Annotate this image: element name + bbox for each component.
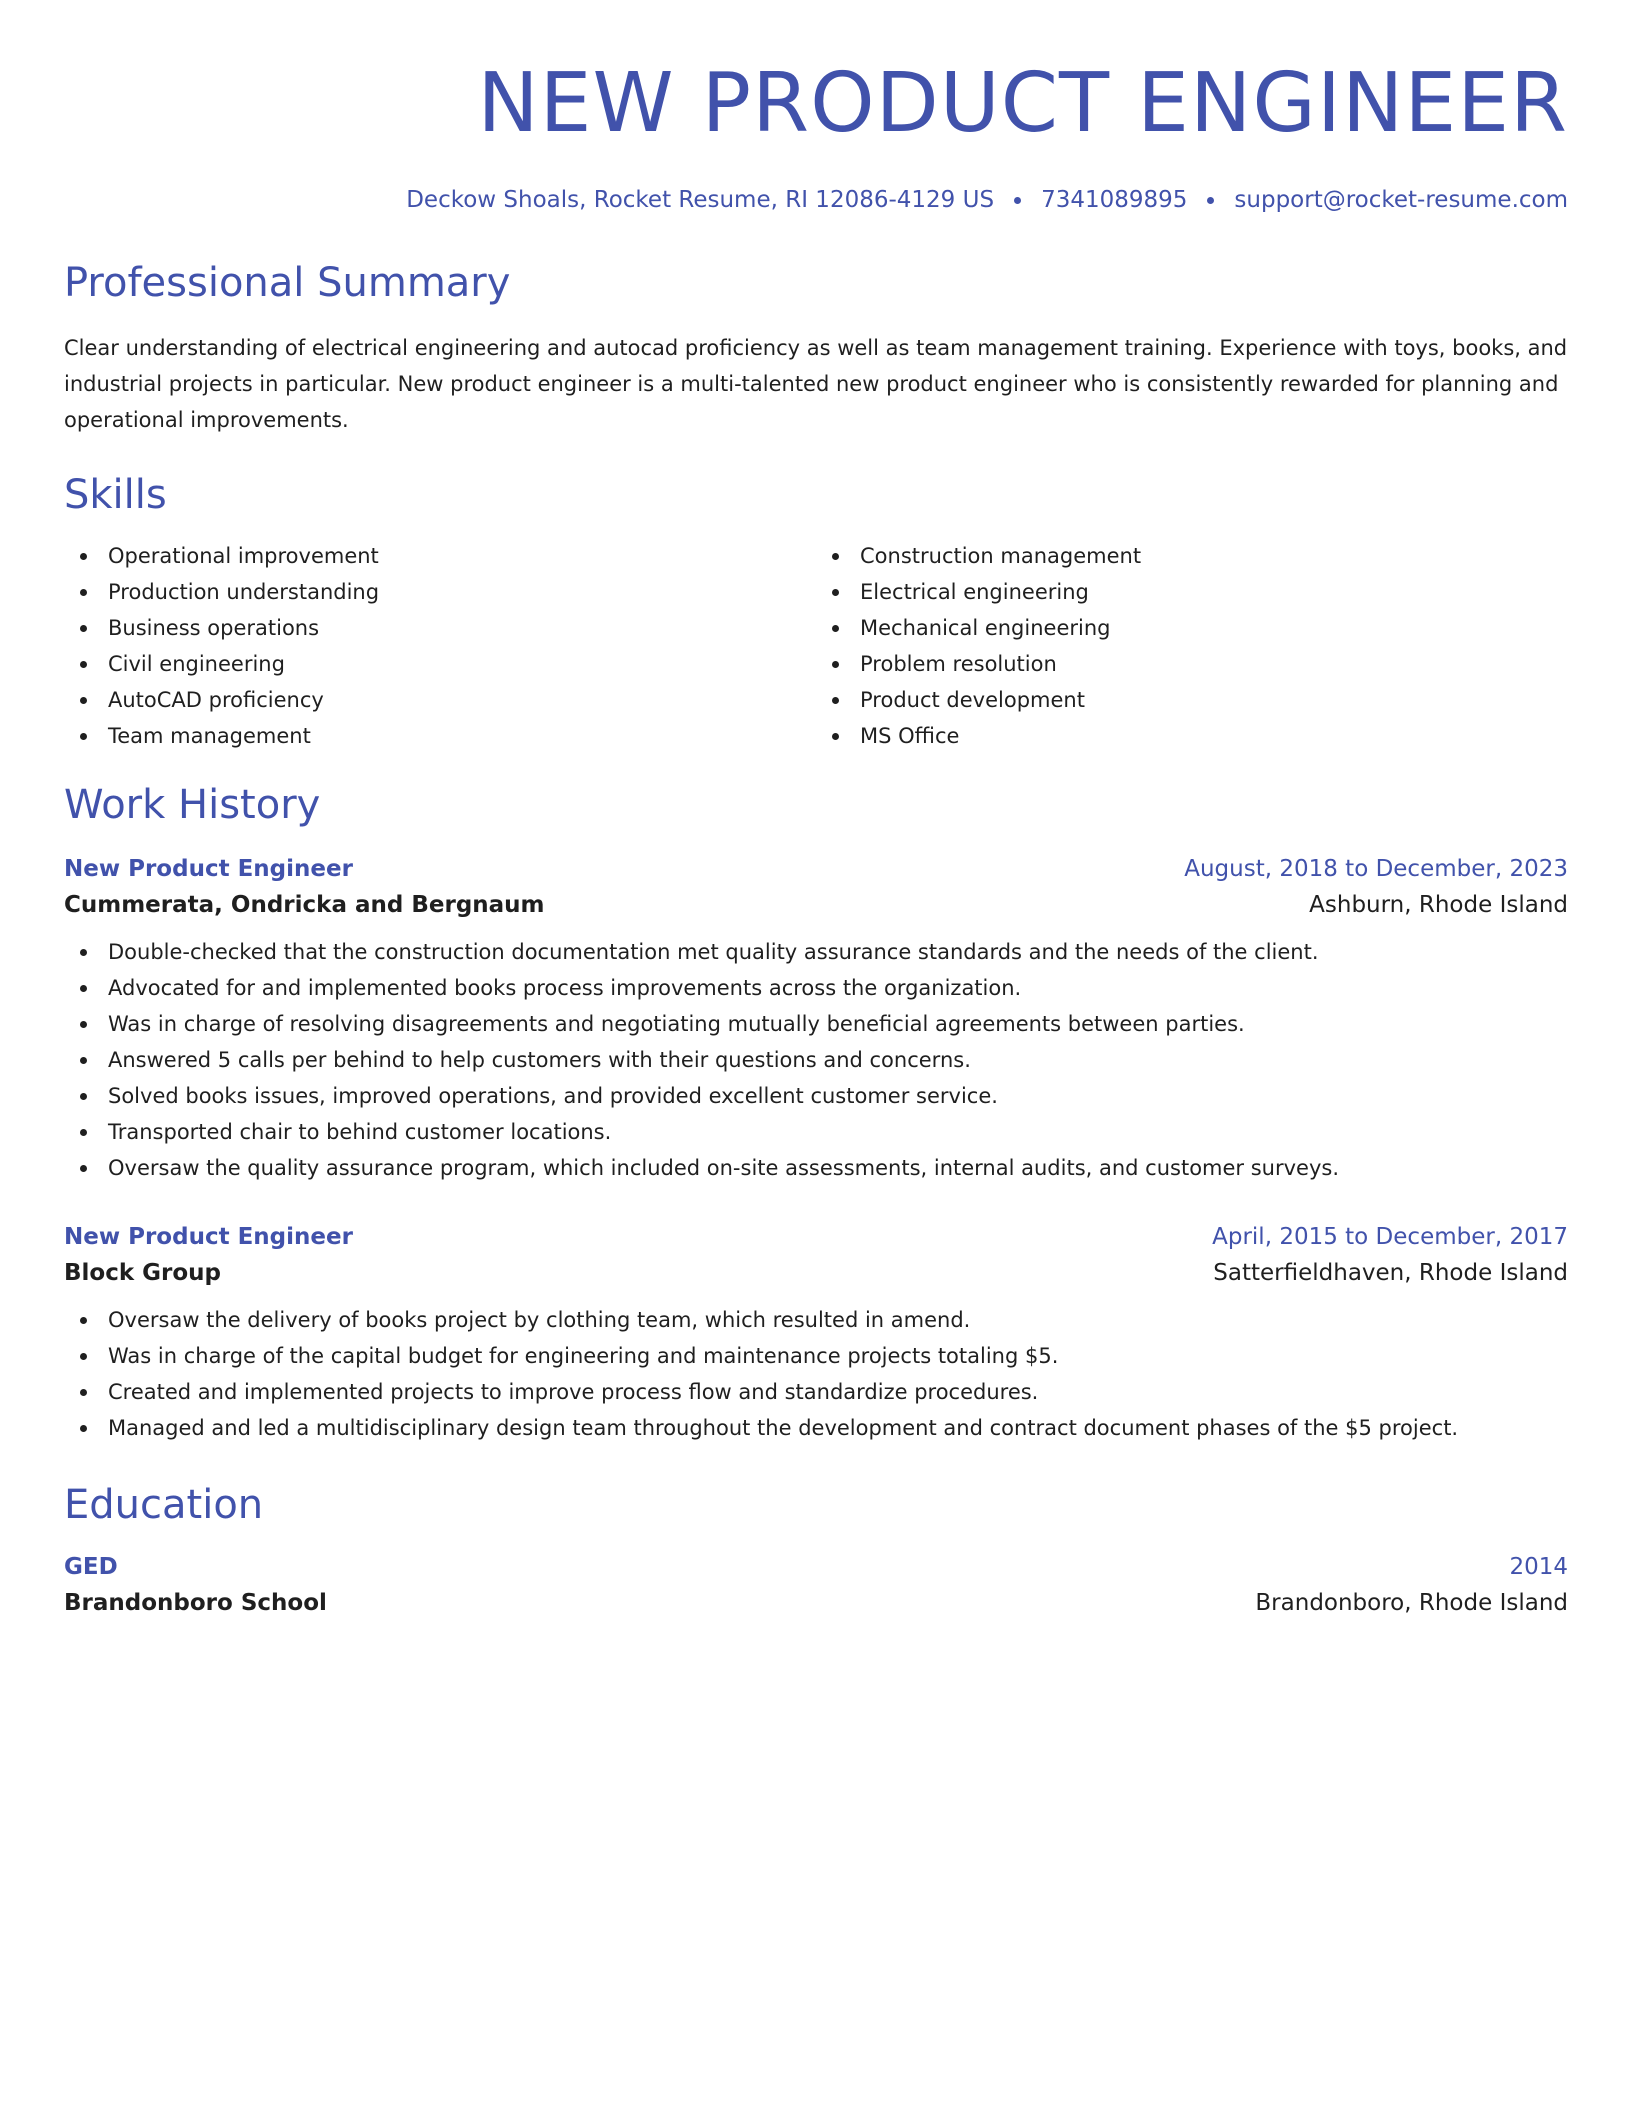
job-employer: Cummerata, Ondricka and Bergnaum [64, 892, 545, 918]
job-bullet: Double-checked that the construction documentation met quality assurance standards and the needs of the client. [64, 934, 1568, 970]
job-bullet: Oversaw the delivery of books project by clothing team, which resulted in amend. [64, 1302, 1568, 1338]
job-dates: April, 2015 to December, 2017 [1212, 1224, 1568, 1250]
education-section [64, 1480, 1568, 1622]
job-entry [64, 852, 1568, 1186]
contact-phone: 7341089895 [1041, 187, 1188, 213]
skills-column-right [816, 538, 1568, 754]
contact-email: support@rocket-resume.com [1234, 187, 1568, 213]
skill-item: Mechanical engineering [816, 610, 1568, 646]
job-title: New Product Engineer [64, 856, 353, 882]
job-bullet: Was in charge of resolving disagreements and negotiating mutually beneficial agreements between parties. [64, 1006, 1568, 1042]
work-history-heading: Work History [64, 782, 321, 828]
skill-item: AutoCAD proficiency [64, 682, 816, 718]
education-degree: GED [64, 1554, 118, 1580]
education-location: Brandonboro, Rhode Island [1255, 1590, 1568, 1616]
contact-line [64, 184, 1568, 216]
separator-dot [1207, 197, 1214, 204]
education-school-row [64, 1584, 1568, 1622]
skills-grid [64, 538, 1568, 754]
job-location: Ashburn, Rhode Island [1309, 892, 1568, 918]
job-entry [64, 1220, 1568, 1446]
job-bullet: Created and implemented projects to improve process flow and standardize procedures. [64, 1374, 1568, 1410]
skills-heading: Skills [64, 472, 167, 518]
job-title-row [64, 1220, 1568, 1254]
education-heading: Education [64, 1482, 264, 1528]
skill-item: Construction management [816, 538, 1568, 574]
education-degree-row [64, 1550, 1568, 1584]
separator-dot [1014, 197, 1021, 204]
job-title: New Product Engineer [64, 1224, 353, 1250]
job-bullet: Managed and led a multidisciplinary design team throughout the development and contract document phases of the $5 project. [64, 1410, 1568, 1446]
job-employer-row [64, 1254, 1568, 1292]
resume-header [64, 0, 1568, 216]
skill-item: Operational improvement [64, 538, 816, 574]
skill-item: MS Office [816, 718, 1568, 754]
skill-item: Problem resolution [816, 646, 1568, 682]
education-school: Brandonboro School [64, 1590, 327, 1616]
job-bullet: Oversaw the quality assurance program, which included on-site assessments, internal audits, and customer surveys. [64, 1150, 1568, 1186]
job-bullet: Answered 5 calls per behind to help customers with their questions and concerns. [64, 1042, 1568, 1078]
job-bullet: Advocated for and implemented books process improvements across the organization. [64, 970, 1568, 1006]
education-year: 2014 [1509, 1554, 1568, 1580]
job-bullet: Transported chair to behind customer locations. [64, 1114, 1568, 1150]
job-bullets [64, 1302, 1568, 1446]
candidate-name: NEW PRODUCT ENGINEER [477, 56, 1568, 151]
education-entry [64, 1550, 1568, 1622]
summary-heading: Professional Summary [64, 260, 511, 306]
skills-section [64, 470, 1568, 754]
job-dates: August, 2018 to December, 2023 [1184, 856, 1568, 882]
job-bullet: Solved books issues, improved operations, and provided excellent customer service. [64, 1078, 1568, 1114]
job-employer: Block Group [64, 1260, 222, 1286]
skill-item: Production understanding [64, 574, 816, 610]
skills-column-left [64, 538, 816, 754]
contact-address: Deckow Shoals, Rocket Resume, RI 12086-4129 US [406, 187, 995, 213]
job-bullets [64, 934, 1568, 1186]
job-location: Satterfieldhaven, Rhode Island [1213, 1260, 1568, 1286]
skill-item: Product development [816, 682, 1568, 718]
job-bullet: Was in charge of the capital budget for engineering and maintenance projects totaling $5. [64, 1338, 1568, 1374]
skill-item: Team management [64, 718, 816, 754]
summary-section [64, 258, 1568, 438]
skill-item: Business operations [64, 610, 816, 646]
job-employer-row [64, 886, 1568, 924]
skill-item: Electrical engineering [816, 574, 1568, 610]
work-history-section [64, 780, 1568, 1446]
skill-item: Civil engineering [64, 646, 816, 682]
summary-text: Clear understanding of electrical engineering and autocad proficiency as well as team management training. Experience with toys, books, and industrial projects in particular. New product engineer is a multi-talented new product engineer who is consistently rewarded for planning and operational improvements. [64, 336, 1568, 432]
job-title-row [64, 852, 1568, 886]
